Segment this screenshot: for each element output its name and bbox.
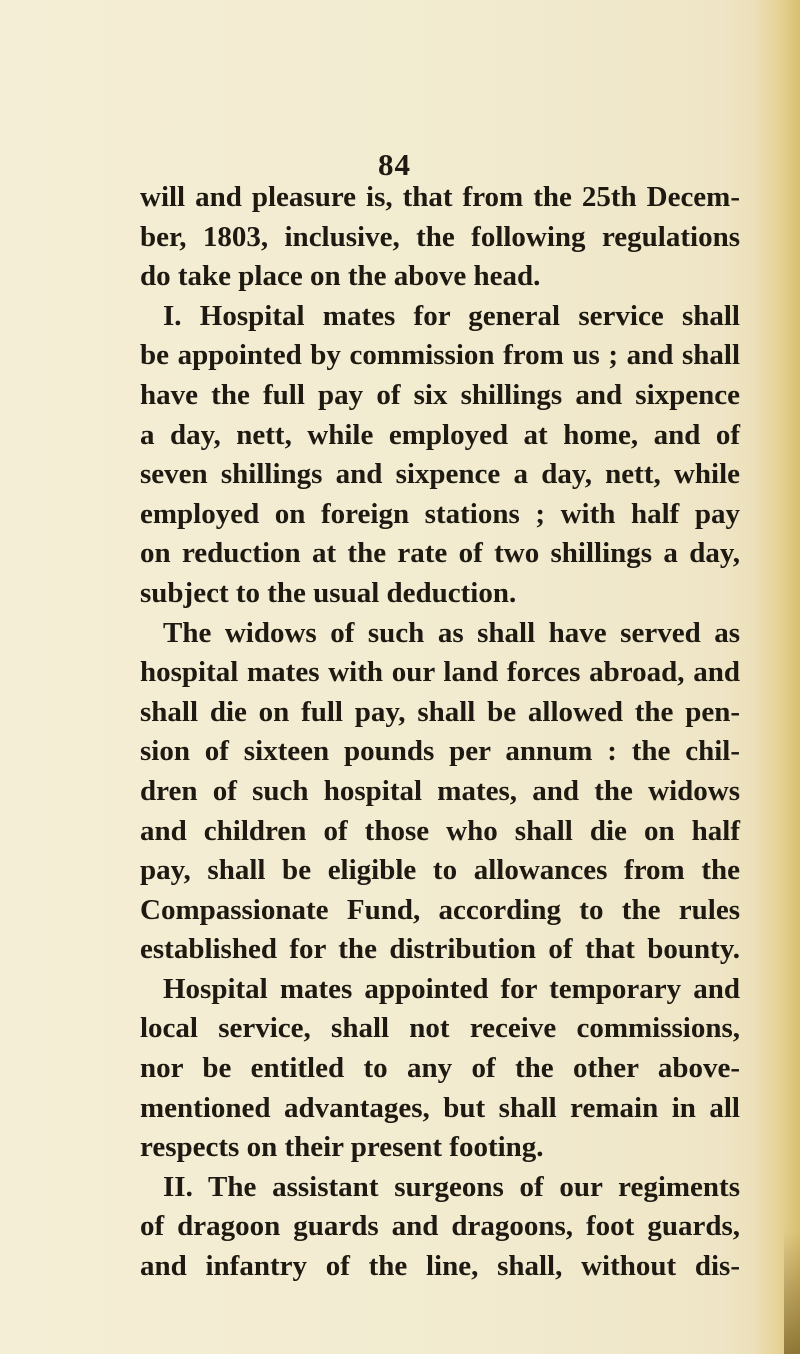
text-line: be appointed by commission from us ; and shall	[140, 339, 740, 372]
text-line: employed on foreign stations ; with half pay	[140, 497, 740, 530]
text-line: nor be entitled to any of the other above-	[140, 1052, 740, 1085]
page-number: 84	[378, 147, 411, 182]
text-line: ber, 1803, inclusive, the following regulations	[140, 220, 740, 253]
text-line: Compassionate Fund, according to the rules	[140, 893, 740, 926]
page-edge-stain	[784, 1230, 800, 1354]
text-line: dren of such hospital mates, and the widows	[140, 774, 740, 807]
page-edge-shadow	[754, 0, 800, 1354]
body-text	[140, 178, 740, 1287]
text-line: mentioned advantages, but shall remain in all	[140, 1091, 740, 1124]
text-line: established for the distribution of that bounty.	[140, 933, 740, 966]
text-line: and infantry of the line, shall, without dis-	[140, 1250, 740, 1283]
text-line: on reduction at the rate of two shillings a day,	[140, 537, 740, 570]
text-line: II. The assistant surgeons of our regiments	[163, 1170, 740, 1203]
text-line: respects on their present footing.	[140, 1131, 544, 1164]
text-line: Hospital mates appointed for temporary and	[163, 972, 740, 1005]
text-line: sion of sixteen pounds per annum : the chil-	[140, 735, 740, 768]
text-line: seven shillings and sixpence a day, nett, while	[140, 458, 740, 491]
text-line: of dragoon guards and dragoons, foot guards,	[140, 1210, 740, 1243]
text-line: a day, nett, while employed at home, and of	[140, 418, 740, 451]
text-line: shall die on full pay, shall be allowed the pen-	[140, 695, 740, 728]
text-line: will and pleasure is, that from the 25th Decem-	[140, 181, 740, 213]
text-line: subject to the usual deduction.	[140, 576, 517, 609]
text-line: hospital mates with our land forces abroad, and	[140, 656, 740, 689]
text-line: pay, shall be eligible to allowances from the	[140, 854, 740, 887]
text-line: I. Hospital mates for general service shall	[163, 299, 740, 332]
text-line: do take place on the above head.	[140, 260, 541, 293]
text-line: The widows of such as shall have served as	[163, 616, 740, 649]
text-line: local service, shall not receive commissions,	[140, 1012, 740, 1045]
text-line: have the full pay of six shillings and sixpence	[140, 378, 740, 411]
text-line: and children of those who shall die on half	[140, 814, 740, 847]
